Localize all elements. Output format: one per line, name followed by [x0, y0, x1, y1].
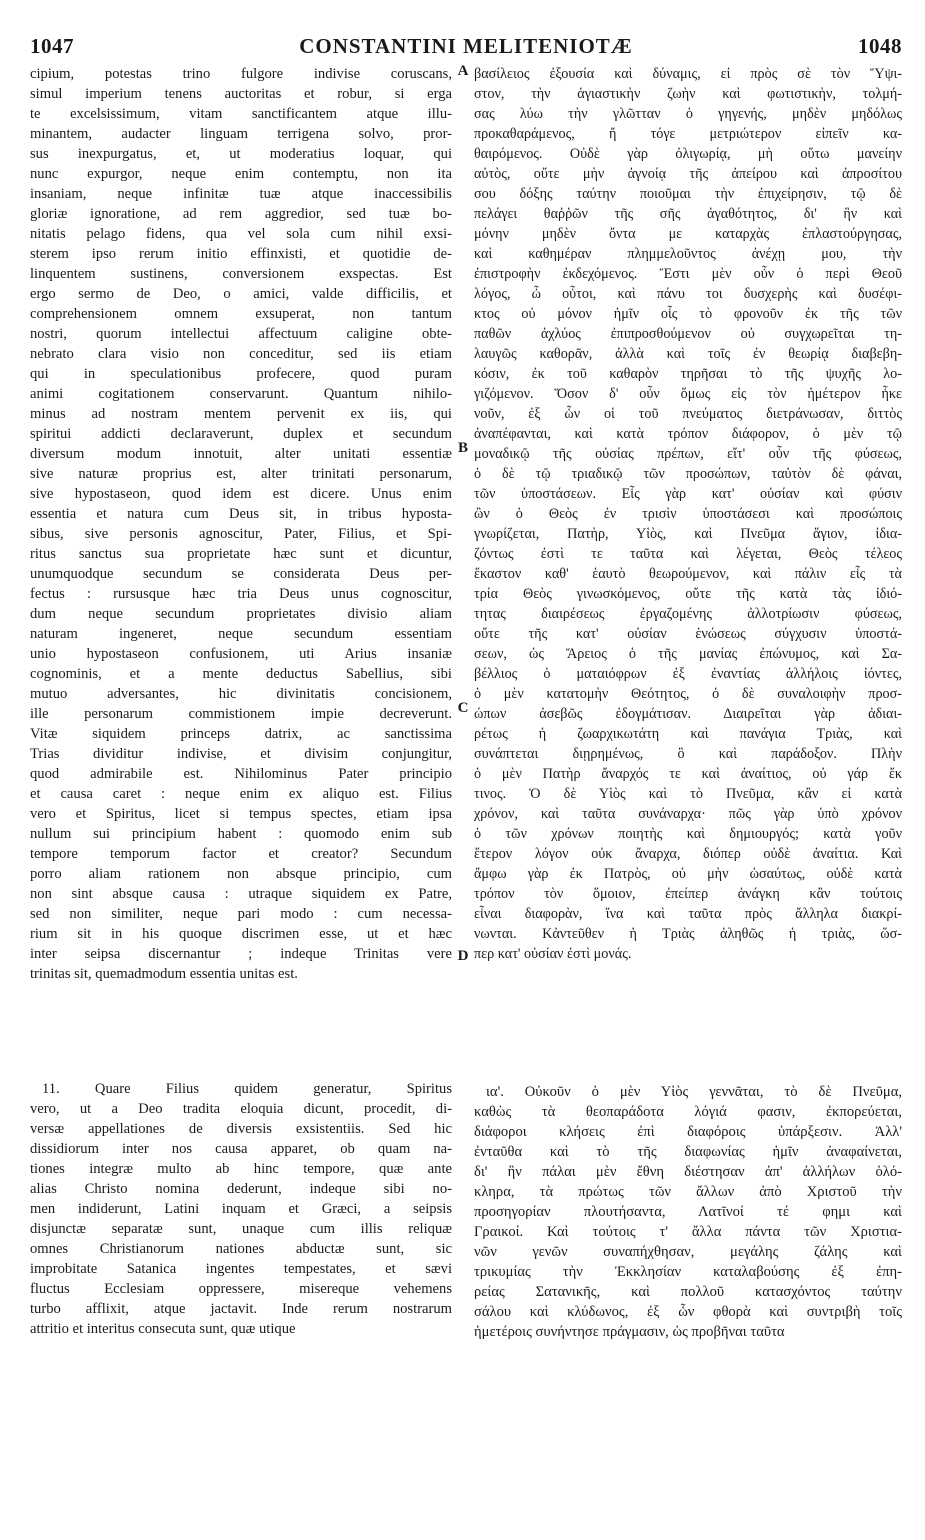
text-line: linquentem sustinens, conversionem exspectas. Est [30, 266, 452, 282]
text-line: unumquodque secundum se considerata Deus per- [30, 566, 452, 582]
text-line: Vitæ siquidem princeps datrix, ac sanctissima [30, 726, 452, 742]
text-line: sus inexpurgatus, et, ut moderatius loquar, qui [30, 146, 452, 162]
page-number-left: 1047 [30, 34, 74, 58]
text-line: dissidiorum inter nos causa apparet, ob quam na- [30, 1141, 452, 1157]
text-line: minus ad nostram mentem pervenit ex iis, qui [30, 406, 452, 422]
running-header [30, 34, 902, 60]
text-line: οὔτε τῆς κατ' οὐσίαν ἑνώσεως σύγχυσιν ὑποστά- [474, 626, 902, 642]
text-line: νῶν γενῶν συναπήχθησαν, μεγάλης ζάλης καὶ [474, 1244, 902, 1260]
text-line: μόνην μηδὲν ὄντα με καταρχὰς ἐπλαστούργησας, [474, 226, 902, 242]
text-line: sive naturæ proprius est, alter trinitati personarum, [30, 466, 452, 482]
text-line: disjunctæ separatæ sunt, unaque cum illis reliquæ [30, 1221, 452, 1237]
text-line: λαυγῶς καθορᾶν, ἀλλὰ καὶ τοῖς ἐν θεωρίᾳ διαβεβη- [474, 346, 902, 362]
text-line: nullum sui principium habent : quomodo enim sub [30, 826, 452, 842]
text-line: πελάγει θαῤῥῶν τῆς σῆς ἀγαθότητος, δι' ἣν καὶ [474, 206, 902, 222]
text-line: παθῶν ἀχλύος ἐπιπροσθούμενον οὐ συγχωρεῖται τη- [474, 326, 902, 342]
text-line: sterem ipso rerum initio effinxisti, et quotidie de- [30, 246, 452, 262]
text-line: turbo afflixit, atque jactavit. Inde rerum nostrarum [30, 1301, 452, 1317]
text-line: nunc expurgor, neque enim contemptu, non ita [30, 166, 452, 182]
text-line: rium sit in his quoque discrimen esse, ut et hæc [30, 926, 452, 942]
text-line: versæ appellationes de diversis exsistentiis. Sed hic [30, 1121, 452, 1137]
text-line: sed non similiter, neque pari modo : cum necessa- [30, 906, 452, 922]
text-line: animi cogitationem conservarunt. Quantum nihilo- [30, 386, 452, 402]
text-line: προσηγορίαν πλουτήσαντα, Λατῖνοί τέ φημι καὶ [474, 1204, 902, 1220]
text-line: unio hypostaseon confusionem, uti Arius insaniæ [30, 646, 452, 662]
text-line: κόσιν, ἐκ τοῦ καθαρὸν τηρῆσαι τὸ τῆς ψυχῆς λο- [474, 366, 902, 382]
text-line: ἄμφω γὰρ ἐκ Πατρὸς, οὐ μὴν ὡσαύτως, οὐδὲ κατὰ [474, 866, 902, 882]
text-line: ρέτως ἡ ζωαρχικωτάτη καὶ πανάγια Τριὰς, καὶ [474, 726, 902, 742]
text-line: διάφοροι κλήσεις ἐπὶ διαφόροις ὑπάρξεσιν. Ἀλλ' [474, 1124, 902, 1140]
text-line: nostri, quorum intellectui affectuum caligine obte- [30, 326, 452, 342]
text-line: περ κατ' οὐσίαν ἐστὶ μονάς. [474, 946, 632, 962]
text-line: vero et Spiritus, licet si tempus spectes, etiam ipsa [30, 806, 452, 822]
text-line: ἡμετέροις συνήντησε πράγμασιν, ὡς προβῆναι ταῦτα [474, 1324, 785, 1340]
text-line: κληρα, τὰ πρώτως τῶν ἄλλων ἀπὸ Χριστοῦ τὴν [474, 1184, 902, 1200]
text-line: fluctus Ecclesiam oppressere, misereque vehemens [30, 1281, 452, 1297]
section-marker-a: A [457, 63, 469, 79]
text-line: ὁ δὲ τῷ τριαδικῷ τῶν προσώπων, ταὐτὸν δὲ φάναι, [474, 466, 902, 482]
text-line: εἶναι διαφορὰν, ἵνα καὶ ταῦτα πρὸς ἄλληλα διακρί- [474, 906, 902, 922]
text-line: τητας διαιρέσεως ἐργαζομένης ἀλλοτρίωσιν φύσεως, [474, 606, 902, 622]
text-line: ια'. Οὐκοῦν ὁ μὲν Υἱὸς γεννᾶται, τὸ δὲ Πνεῦμα, [486, 1084, 902, 1100]
text-line: σεων, ὡς Ἄρειος ὁ τῆς μανίας ἐπώνυμος, καὶ Σα- [474, 646, 902, 662]
text-line: simul imperium tenens auctoritas et robur, si erga [30, 86, 452, 102]
text-line: mutuo adversantes, hic divinitatis concisionem, [30, 686, 452, 702]
text-line: et causa caret : neque enim ex aliquo est. Filius [30, 786, 452, 802]
running-title: CONSTANTINI MELITENIOTÆ [299, 34, 633, 58]
text-line: ἐνταῦθα καὶ τὸ τῆς διαφωνίας ἡμῖν ἀναφαίνεται, [474, 1144, 902, 1160]
text-line: ζόντως ἐστὶ τε ταῦτα καὶ λέγεται, Θεὸς τέλεος [474, 546, 902, 562]
text-line: καθὼς τὰ θεοπαράδοτα λόγιά φασιν, ἐκπορεύεται, [474, 1104, 902, 1120]
latin-column-upper [30, 64, 452, 984]
text-line: ὢν ὁ Θεὸς ἐν τρισὶν ὑποστάσεσι καὶ προσώποις [474, 506, 902, 522]
text-line: αὐτὸς, οὔτε μὴν ἀγνοίᾳ τῆς ἀπείρου καὶ ἀπροσίτου [474, 166, 902, 182]
text-line: σας λύω τὴν γλῶτταν ὁ γηγενής, μηδὲν μηδόλως [474, 106, 902, 122]
text-line: ρείας Σατανικῆς, καὶ πολλοῦ κατασχόντος ταύτην [474, 1284, 902, 1300]
text-line: τρικυμίας τὴν Ἐκκλησίαν καταλαβούσης ἐξ ἐπη- [474, 1264, 902, 1280]
text-line: sibus, sive personis agnoscitur, Pater, Filius, et Spi- [30, 526, 452, 542]
text-line: Trias dividitur indivise, et divisim conjungitur, [30, 746, 452, 762]
latin-column-lower [30, 1079, 452, 1339]
text-line: cognominis, et a mente deductus Sabellius, sibi [30, 666, 452, 682]
text-line: qui in speculationibus profecere, quod puram [30, 366, 452, 382]
text-line: μοναδικῷ τῆς οὐσίας πρέπων, εἴτ' οὖν τῆς φύσεως, [474, 446, 902, 462]
text-line: diversum modum innotuit, alter unitati essentiæ [30, 446, 452, 462]
text-line: naturam ingeneret, neque secundum essentiam [30, 626, 452, 642]
text-line: ὁ μὲν κατατομὴν Θεότητος, ὁ δὲ συναλοιφὴν προσ- [474, 686, 902, 702]
text-line: minantem, audacter linguam terrigena solvo, pror- [30, 126, 452, 142]
text-line: gloriæ ignoratione, ad rem aggredior, sed tuæ bo- [30, 206, 452, 222]
text-line: νωνται. Κἀντεῦθεν ἡ Τριὰς ἀληθῶς ἡ τριὰς, ὥσ- [474, 926, 902, 942]
text-line: ἀναπέφανται, καὶ κατὰ τρόπον διάφορον, ὁ μὲν τῷ [474, 426, 902, 442]
greek-column-lower [474, 1082, 902, 1342]
text-line: essentia et natura cum Deus sit, in tribus hyposta- [30, 506, 452, 522]
text-line: sive hypostaseon, quod idem est dicere. Unus enim [30, 486, 452, 502]
text-line: κτος οὐ μόνον ἡμῖν οἷς τὸ φρονοῦν ἐκ τῆς τῶν [474, 306, 902, 322]
text-line: nebrato clara visio non conceditur, sed iis etiam [30, 346, 452, 362]
text-line: omnes Christianorum nationes abductæ sunt, sic [30, 1241, 452, 1257]
text-line: cipium, potestas trino fulgore indivise coruscans, [30, 66, 452, 82]
text-line: alias Christo nomina dederunt, indeque sibi no- [30, 1181, 452, 1197]
text-line: δι' ἣν πάλαι μὲν ἔθνη διέστησαν ἀπ' ἀλλήλων ὁλό- [474, 1164, 902, 1180]
text-line: χρόνον, καὶ ταῦτα συνάναρχα· πῶς γὰρ ὑπὸ χρόνον [474, 806, 902, 822]
text-line: vero, ut a Deo tradita eloquia dicunt, procedit, di- [30, 1101, 452, 1117]
text-line: τρόπον τὸν ὅμοιον, ἐπείπερ ἀνάγκη κἂν τούτοις [474, 886, 902, 902]
text-line: ὁ μὲν Πατὴρ ἄναρχός τε καὶ ἀναίτιος, οὐ γάρ ἔκ [474, 766, 902, 782]
section-marker-c: C [457, 700, 469, 716]
section-marker-b: B [457, 440, 468, 456]
text-line: συνάπτεται διῃρημένως, ὃ καὶ παράδοξον. Πλὴν [474, 746, 902, 762]
text-line: ἕκαστον καθ' ἑαυτὸ θεωρούμενον, καὶ πάλιν εἷς τὰ [474, 566, 902, 582]
text-line: ὁ τῶν χρόνων ποιητὴς καὶ δημιουργός; κατὰ γοῦν [474, 826, 902, 842]
text-line: βασίλειος ἐξουσία καὶ δύναμις, εἰ πρὸς σὲ τὸν Ὕψι- [474, 66, 902, 82]
text-line: γιζόμενον. Ὅσον δ' οὖν ὅμως εἰς τὸν ἡμέτερον ἧκε [474, 386, 902, 402]
text-line: porro aliam rationem non absque principio, cum [30, 866, 452, 882]
page-number-right: 1048 [858, 34, 902, 58]
text-line: insaniam, neque infinitæ tuæ atque inaccessibilis [30, 186, 452, 202]
text-line: te excelsissimum, vitam sanctificantem atque illu- [30, 106, 452, 122]
text-line: ritus sanctus sua proprietate hæc sunt et dicuntur, [30, 546, 452, 562]
text-line: trinitas sit, quemadmodum essentia unitas est. [30, 966, 298, 982]
text-line: νοῦν, ἐξ ὧν οἱ τοῦ πνεύματος διετράνωσαν, διττὸς [474, 406, 902, 422]
text-line: σου δόξης ταύτην ποιοῦμαι τὴν ἐπιχείρησιν, τῷ δὲ [474, 186, 902, 202]
text-line: 11. Quare Filius quidem generatur, Spiritus [42, 1081, 452, 1097]
text-line: attritio et interitus consecuta sunt, quæ utique [30, 1321, 296, 1337]
text-line: spiritui addicti declaraverunt, duplex et secundum [30, 426, 452, 442]
text-line: Γραικοί. Καὶ τούτοις τ' ἄλλα πάντα τῶν Χριστια- [474, 1224, 902, 1240]
text-line: προκαθαράμενος, ἤ τόγε μετριώτερον εἰπεῖν κα- [474, 126, 902, 142]
text-line: comprehensionem omnem exsuperat, non tantum [30, 306, 452, 322]
text-line: ἐπιστροφὴν ἐκδεχόμενος. Ἔστι μὲν οὖν ὁ περὶ Θεοῦ [474, 266, 902, 282]
text-line: στον, τὴν ἁγιαστικὴν ζωὴν καὶ φωτιστικὴν, τολμή- [474, 86, 902, 102]
text-line: ώπων ἀσεβῶς ἐδογμάτισαν. Διαιρεῖται γὰρ ἀδιαι- [474, 706, 902, 722]
text-line: θαιρόμενος. Οὐδὲ γὰρ ὀλιγωρίᾳ, μὴ οὕτω μανείην [474, 146, 902, 162]
text-line: fectus : rursusque hæc tria Deus unus cognoscitur, [30, 586, 452, 602]
text-line: tiones integræ multo ab hinc tempore, quæ ante [30, 1161, 452, 1177]
text-line: τινος. Ὁ δὲ Υἱὸς καὶ τὸ Πνεῦμα, κἂν εἰ κατὰ [474, 786, 902, 802]
text-line: γνωρίζεται, Πατὴρ, Υἱὸς, καὶ Πνεῦμα ἅγιον, ἰδια- [474, 526, 902, 542]
text-line: τρία Θεὸς γινωσκόμενος, οὔτε τῆς κατὰ τὰς ἰδιό- [474, 586, 902, 602]
text-line: λόγος, ὦ οὗτοι, καὶ πάνυ τοι δυσχερὴς καὶ δυσέφι- [474, 286, 902, 302]
text-line: tempore temporum factor et creator? Secundum [30, 846, 452, 862]
greek-column-upper [474, 64, 902, 964]
text-line: ille personarum commistionem impie decreverunt. [30, 706, 452, 722]
text-line: dum neque secundum proprietates divisio aliam [30, 606, 452, 622]
text-line: nitatis pelago fidens, qua vel sola cum nihil exsi- [30, 226, 452, 242]
text-line: καὶ καθημέραν πλημμελοῦντος ἀνέχῃ μου, τὴν [474, 246, 902, 262]
text-line: quod admirabile est. Nihilominus Pater principio [30, 766, 452, 782]
text-line: men indiderunt, Latini inquam et Græci, a seipsis [30, 1201, 452, 1217]
text-line: ergo sermo de Deo, o amici, valde difficilis, et [30, 286, 452, 302]
text-line: improbitate Satanica ingentes tempestates, et sævi [30, 1261, 452, 1277]
text-line: ἕτερον λόγον οὐκ ἄναρχα, διόπερ οὐδὲ ἀναίτια. Καὶ [474, 846, 902, 862]
text-line: βέλλιος ὁ ματαιόφρων ἐξ ἐναντίας ἀλλήλοις ἰόντες, [474, 666, 902, 682]
section-marker-d: D [457, 948, 469, 964]
text-line: inter seipsa discernantur ; indeque Trinitas vere [30, 946, 452, 962]
text-line: σάλου καὶ κλύδωνος, ἐξ ὧν φθορὰ καὶ συντριβὴ τοῖς [474, 1304, 902, 1320]
text-line: non sint absque causa : utraque siquidem ex Patre, [30, 886, 452, 902]
text-line: τῶν ὑποστάσεων. Εἷς γὰρ κατ' οὐσίαν καὶ φύσιν [474, 486, 902, 502]
